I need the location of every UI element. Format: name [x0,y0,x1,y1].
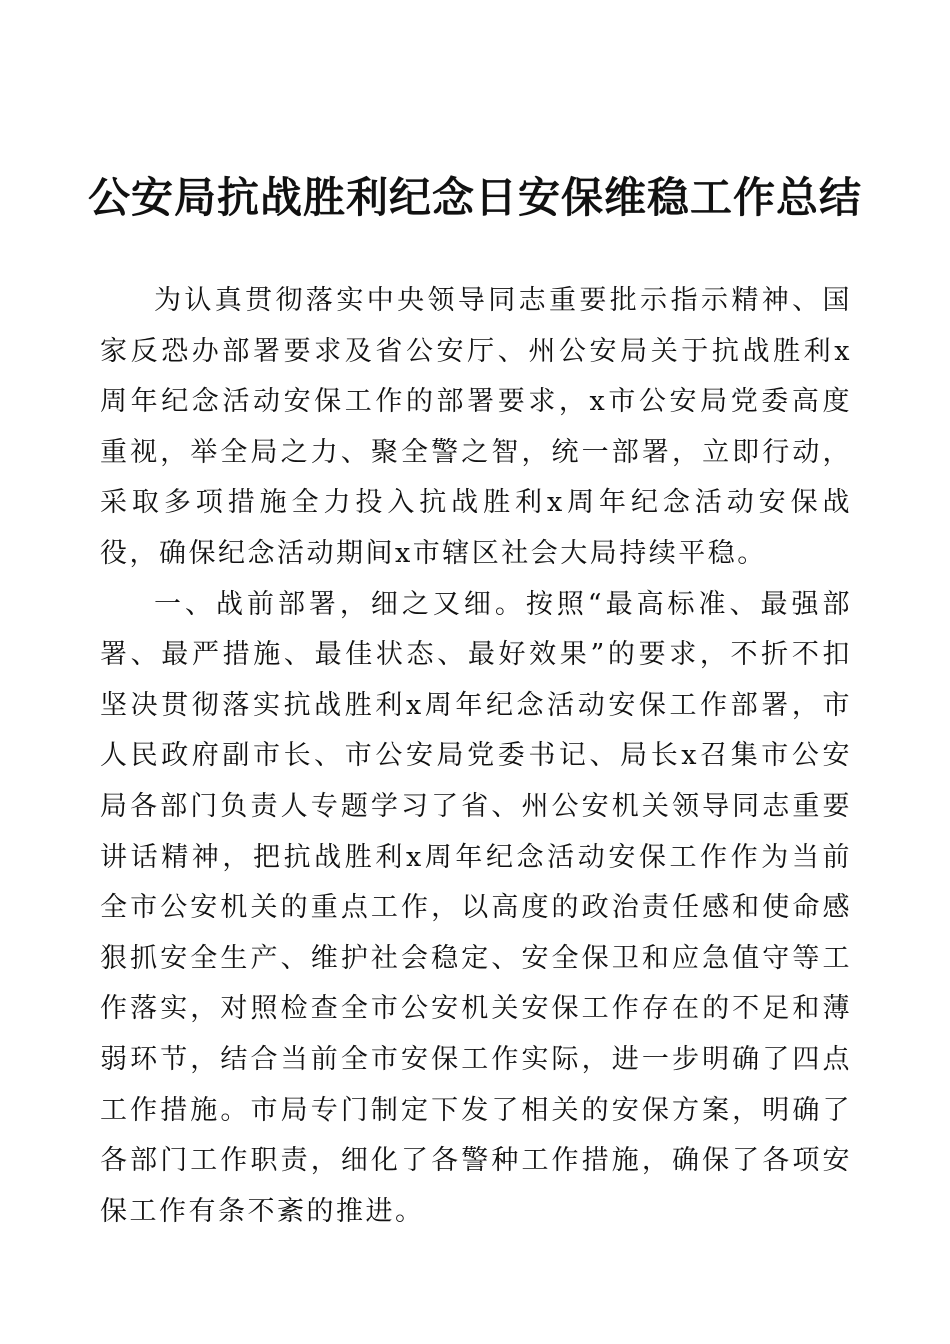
body-paragraph-section-1: 一、战前部署，细之又细。按照“最高标准、最强部署、最严措施、最佳状态、最好效果”的要求，不折不扣坚决贯彻落实抗战胜利x周年纪念活动安保工作部署，市人民政府副市长、市公安局党委书记、局长x召集市公安局各部门负责人专题学习了省、州公安机关领导同志重要讲话精神，把抗战胜利x周年纪念活动安保工作作为当前全市公安机关的重点工作，以高度的政治责任感和使命感狠抓安全生产、维护社会稳定、安全保卫和应急值守等工作落实，对照检查全市公安机关安保工作存在的不足和薄弱环节，结合当前全市安保工作实际，进一步明确了四点工作措施。市局专门制定下发了相关的安保方案，明确了各部门工作职责，细化了各警种工作措施，确保了各项安保工作有条不紊的推进。 [100,588,852,1227]
document-body [100,276,852,1237]
body-paragraph-intro: 为认真贯彻落实中央领导同志重要批示指示精神、国家反恐办部署要求及省公安厅、州公安局关于抗战胜利x周年纪念活动安保工作的部署要求，x市公安局党委高度重视，举全局之力、聚全警之智，统一部署，立即行动，采取多项措施全力投入抗战胜利x周年纪念活动安保战役，确保纪念活动期间x市辖区社会大局持续平稳。 [100,285,852,569]
document-title: 公安局抗战胜利纪念日安保维稳工作总结 [87,173,862,222]
